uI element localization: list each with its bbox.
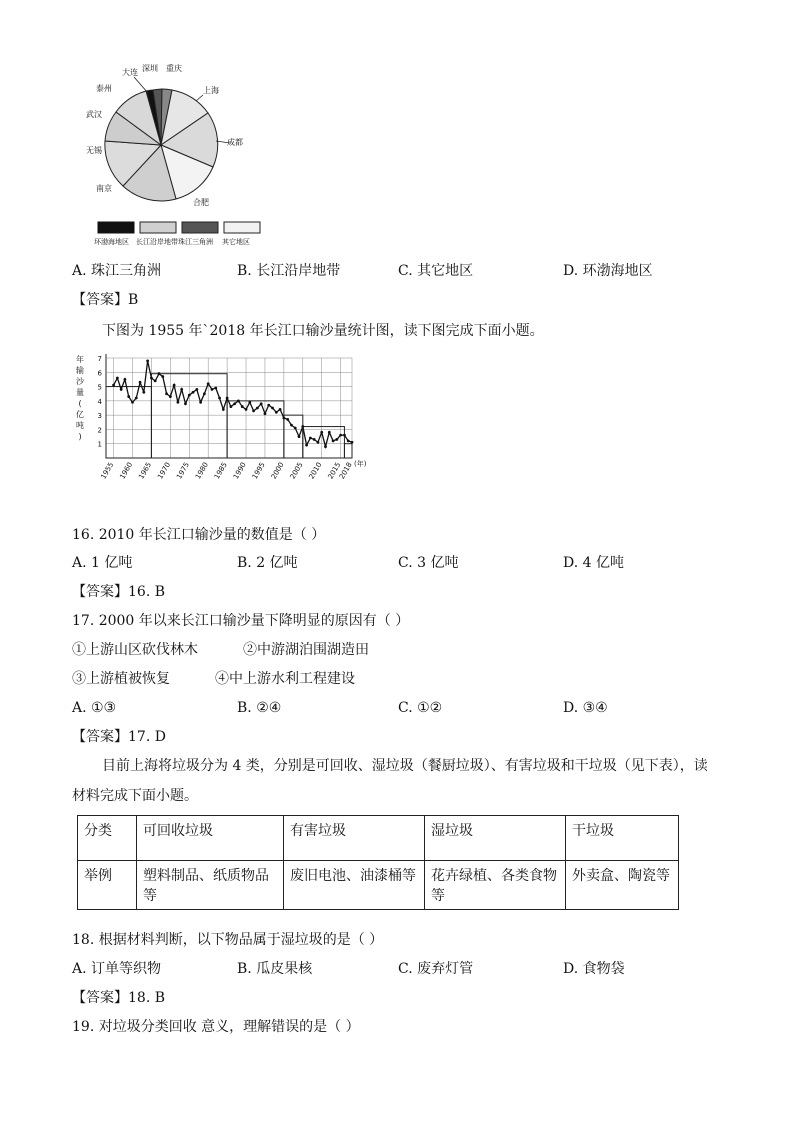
waste-table-row [78, 861, 679, 910]
data-point [320, 431, 323, 434]
data-point [142, 391, 145, 394]
pie-label-hefei: 合肥 [193, 198, 209, 207]
data-point [158, 372, 161, 375]
q15-option-a: A. 珠江三角洲 [72, 263, 162, 279]
x-tick-label: 1975 [175, 461, 191, 481]
data-point [154, 379, 157, 382]
y-tick-label: 3 [97, 412, 102, 421]
x-tick-label: 2010 [307, 461, 324, 481]
pie-label-taizhou: 泰州 [96, 84, 112, 93]
data-point [260, 402, 263, 405]
waste-table-header-row [78, 816, 679, 861]
data-point [188, 394, 191, 397]
data-point [241, 405, 244, 408]
q17-stem: 17. 2000 年以来长江口输沙量下降明显的原因有（ ） [72, 613, 410, 629]
data-point [218, 397, 221, 400]
q18-answer: 【答案】18. B [72, 990, 166, 1006]
y-tick-label: 6 [97, 369, 102, 378]
q16-option-a: A. 1 亿吨 [72, 555, 133, 571]
data-point [195, 388, 198, 391]
legend-label-yangtze: 长江沿岸地带 [136, 238, 178, 246]
q17-item-4: ④中上游水利工程建设 [215, 671, 355, 687]
pie-label-wuxi: 无锡 [86, 146, 102, 155]
q17-option-a: A. ①③ [72, 700, 117, 716]
q17-option-c: C. ①② [398, 700, 443, 716]
pie-label-shenzhen: 深圳 [142, 64, 158, 73]
data-point [207, 382, 210, 385]
table-cell: 举例 [78, 861, 137, 910]
table-cell: 塑料制品、纸质物品等 [137, 861, 284, 910]
y-axis-label: 量 [76, 388, 84, 397]
mean-box [303, 427, 345, 458]
data-point [275, 411, 278, 414]
q18-option-d: D. 食物袋 [563, 961, 625, 977]
x-tick-label: 2018 [337, 461, 354, 481]
data-point [173, 384, 176, 387]
data-point [294, 427, 297, 430]
pie-label-chongqing: 重庆 [166, 64, 182, 73]
legend-swatch-bohai [98, 222, 134, 233]
y-axis-label: 亿 [76, 410, 84, 419]
data-point [120, 388, 123, 391]
x-tick-label: 2005 [288, 461, 305, 481]
intro-waste-line1: 目前上海将垃圾分为 4 类，分别是可回收、湿垃圾（餐厨垃圾）、有害垃圾和干垃圾（见下表），读 [102, 758, 708, 774]
data-point [150, 377, 153, 380]
legend-label-bohai: 环渤海地区 [94, 238, 129, 246]
x-tick-label: 1990 [231, 461, 248, 481]
data-point [139, 381, 142, 384]
y-tick-label: 1 [97, 440, 102, 449]
q17-item-1: ①上游山区砍伐林木 [72, 642, 198, 658]
x-tick-label: 2015 [326, 461, 343, 481]
data-point [203, 392, 206, 395]
data-point [313, 438, 316, 441]
table-cell: 可回收垃圾 [137, 816, 284, 861]
data-point [317, 441, 320, 444]
legend-swatch-yangtze [140, 222, 176, 233]
y-axis-label: ( [78, 399, 82, 408]
table-cell: 花卉绿植、各类食物等 [425, 861, 566, 910]
legend-label-other: 其它地区 [222, 238, 250, 246]
y-tick-label: 7 [97, 355, 102, 363]
q16-option-c: C. 3 亿吨 [398, 555, 459, 571]
data-point [226, 397, 229, 400]
data-point [298, 435, 301, 438]
q16-stem: 16. 2010 年长江口输沙量的数值是（ ） [72, 527, 326, 543]
q19-stem: 19. 对垃圾分类回收 意义，理解错误的是（ ） [72, 1019, 360, 1035]
pie-label-nanjing: 南京 [96, 184, 112, 193]
data-point [222, 408, 225, 411]
q18-option-b: B. 瓜皮果核 [237, 961, 313, 977]
data-point [248, 401, 251, 404]
y-tick-label: 5 [97, 383, 102, 392]
pie-slices [105, 89, 218, 201]
data-point [301, 425, 304, 428]
data-point [211, 388, 214, 391]
data-point [116, 377, 119, 380]
y-axis-label: 年 [76, 355, 84, 364]
y-axis-label: ) [78, 432, 82, 441]
waste-table [77, 815, 679, 910]
q16-option-b: B. 2 亿吨 [237, 555, 298, 571]
data-point [161, 375, 164, 378]
table-cell: 分类 [78, 816, 137, 861]
q15-option-b: B. 长江沿岸地带 [237, 263, 341, 279]
table-cell: 有害垃圾 [284, 816, 425, 861]
q15-option-d: D. 环渤海地区 [563, 263, 653, 279]
data-point [328, 431, 331, 434]
data-point [169, 395, 172, 398]
q18-option-c: C. 废弃灯管 [398, 961, 474, 977]
q15-answer: 【答案】B [72, 292, 139, 308]
data-point [180, 388, 183, 391]
data-point [290, 424, 293, 427]
data-point [264, 412, 267, 415]
data-point [332, 439, 335, 442]
data-point [245, 408, 248, 411]
data-point [112, 384, 115, 387]
data-point [237, 399, 240, 402]
legend-swatch-other [224, 222, 260, 233]
x-tick-label: 1960 [118, 461, 135, 481]
series-line [114, 361, 352, 447]
q17-option-b: B. ②④ [237, 700, 282, 716]
x-tick-label: 1995 [250, 461, 267, 481]
data-point [199, 401, 202, 404]
y-axis-label: 输 [76, 366, 84, 375]
data-point [135, 397, 138, 400]
q15-option-c: C. 其它地区 [398, 263, 474, 279]
data-point [146, 359, 149, 362]
data-point [127, 395, 130, 398]
table-cell: 湿垃圾 [425, 816, 566, 861]
data-point [271, 407, 274, 410]
data-point [192, 391, 195, 394]
data-point [233, 402, 236, 405]
data-point [131, 401, 134, 404]
data-point [305, 444, 308, 447]
data-point [184, 402, 187, 405]
intro-waste-line2: 材料完成下面小题。 [72, 788, 198, 804]
data-point [324, 445, 327, 448]
table-cell: 废旧电池、油漆桶等 [284, 861, 425, 910]
data-point [124, 378, 127, 381]
q17-item-2: ②中游湖泊围湖造田 [243, 642, 369, 658]
data-point [229, 405, 232, 408]
data-point [165, 392, 168, 395]
y-tick-label: 2 [97, 426, 102, 435]
q16-answer: 【答案】16. B [72, 584, 166, 600]
data-point [309, 437, 312, 440]
q18-stem: 18. 根据材料判断，以下物品属于湿垃圾的是（ ） [72, 932, 384, 948]
data-point [267, 404, 270, 407]
data-point [286, 418, 289, 421]
x-tick-label: 1965 [137, 461, 154, 481]
data-point [343, 434, 346, 437]
pie-label-chengdu: 成都 [227, 138, 243, 147]
x-tick-label: 1985 [212, 461, 229, 481]
legend-label-pearl: 珠江三角洲 [178, 238, 213, 246]
x-tick-label: 2000 [269, 461, 286, 481]
q17-answer: 【答案】17. D [72, 729, 166, 745]
pie-legend [94, 222, 260, 246]
intro-sediment: 下图为 1955 年`2018 年长江口输沙量统计图，读下图完成下面小题。 [102, 323, 544, 339]
data-point [335, 438, 338, 441]
x-tick-label: 1970 [156, 461, 173, 481]
pie-label-wuhan: 武汉 [86, 110, 102, 119]
x-axis-label: (年) [354, 460, 367, 468]
y-tick-label: 4 [97, 397, 102, 406]
y-axis-label: 沙 [76, 377, 84, 386]
data-point [282, 417, 285, 420]
data-point [252, 409, 255, 412]
data-point [339, 434, 342, 437]
data-point [351, 441, 354, 444]
pie-figure [78, 55, 278, 250]
q16-option-d: D. 4 亿吨 [563, 555, 624, 571]
data-point [279, 408, 282, 411]
table-cell: 外卖盒、陶瓷等 [566, 861, 679, 910]
data-point [347, 439, 350, 442]
data-point [214, 387, 217, 390]
q17-item-3: ③上游植被恢复 [72, 671, 170, 687]
sediment-chart [70, 350, 380, 500]
data-point [256, 407, 259, 410]
x-tick-label: 1980 [194, 461, 210, 481]
pie-label-shanghai: 上海 [203, 86, 219, 95]
legend-swatch-pearl [182, 222, 218, 233]
data-point [177, 401, 180, 404]
table-cell: 干垃圾 [566, 816, 679, 861]
y-axis-label: 吨 [76, 421, 84, 430]
q17-option-d: D. ③④ [563, 700, 608, 716]
mean-box [344, 444, 352, 458]
pie-label-dalian: 大连 [122, 68, 138, 77]
q18-option-a: A. 订单等织物 [72, 961, 162, 977]
x-tick-label: 1955 [99, 461, 116, 481]
